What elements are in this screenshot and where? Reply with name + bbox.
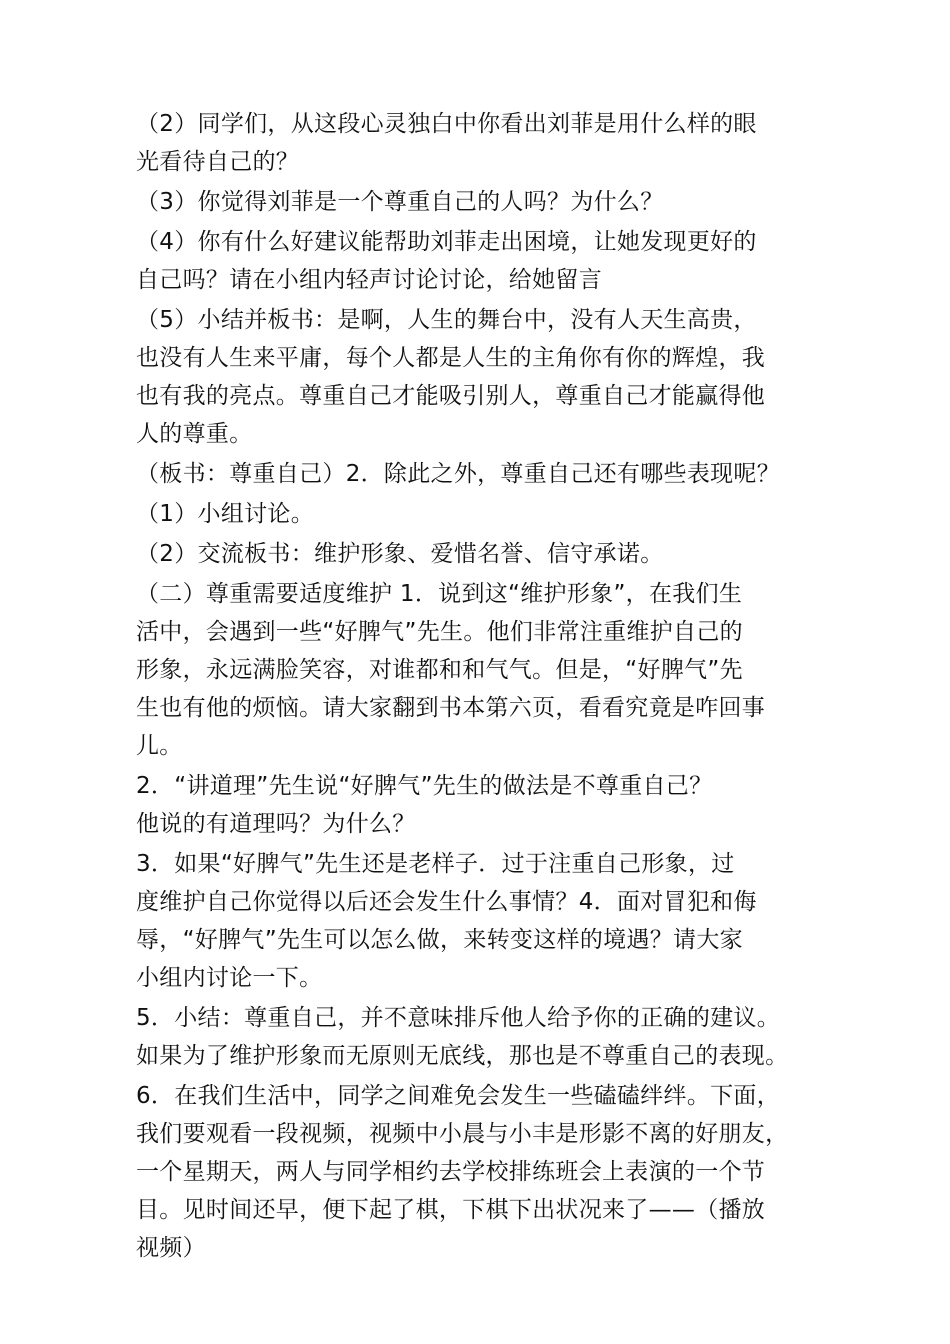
text-line: （二）尊重需要适度维护 1．说到这“维护形象”，在我们生 — [136, 581, 743, 607]
text-line: 辱，“好脾气”先生可以怎么做，来转变这样的境遇？请大家 — [136, 927, 743, 953]
paragraph-item-6 — [136, 1077, 856, 1267]
text-line: 也有我的亮点。尊重自己才能吸引别人，尊重自己才能赢得他 — [136, 383, 766, 409]
text-line: 2．“讲道理”先生说“好脾气”先生的做法是不尊重自己？ — [136, 773, 713, 799]
paragraph-section-2 — [136, 575, 856, 765]
text-line: 视频） — [136, 1235, 206, 1261]
text-line: 也没有人生来平庸，每个人都是人生的主角你有你的辉煌，我 — [136, 345, 766, 371]
paragraph-board-note — [136, 455, 856, 493]
paragraph-item-2 — [136, 767, 856, 843]
text-line: （4）你有什么好建议能帮助刘菲走出困境，让她发现更好的 — [136, 229, 757, 255]
paragraph-question-2 — [136, 105, 856, 181]
text-line: 5．小结：尊重自己，并不意味排斥他人给予你的正确的建议。 — [136, 1005, 781, 1031]
paragraph-board-summary — [136, 535, 856, 573]
text-line: （2）同学们，从这段心灵独白中你看出刘菲是用什么样的眼 — [136, 111, 757, 137]
text-line: （2）交流板书：维护形象、爱惜名誉、信守承诺。 — [136, 541, 664, 567]
paragraph-question-4 — [136, 223, 856, 299]
text-line: 形象，永远满脸笑容，对谁都和和气气。但是，“好脾气”先 — [136, 657, 743, 683]
text-line: 小组内讨论一下。 — [136, 965, 323, 991]
text-line: 人的尊重。 — [136, 421, 253, 447]
text-line: 我们要观看一段视频，视频中小晨与小丰是形影不离的好朋友， — [136, 1121, 789, 1147]
text-line: 儿。 — [136, 733, 183, 759]
text-line: 他说的有道理吗？为什么？ — [136, 811, 416, 837]
text-line: 活中，会遇到一些“好脾气”先生。他们非常注重维护自己的 — [136, 619, 743, 645]
text-line: 度维护自己你觉得以后还会发生什么事情？4．面对冒犯和侮 — [136, 889, 757, 915]
paragraph-item-3 — [136, 845, 856, 997]
text-line: 如果为了维护形象而无原则无底线，那也是不尊重自己的表现。 — [136, 1043, 789, 1069]
text-line: 一个星期天，两人与同学相约去学校排练班会上表演的一个节 — [136, 1159, 766, 1185]
paragraph-question-3 — [136, 183, 856, 221]
paragraph-group-discussion — [136, 495, 856, 533]
text-line: 6．在我们生活中，同学之间难免会发生一些磕磕绊绊。下面， — [136, 1083, 781, 1109]
text-line: （3）你觉得刘菲是一个尊重自己的人吗？为什么？ — [136, 189, 664, 215]
text-line: （板书：尊重自己）2．除此之外，尊重自己还有哪些表现呢？ — [136, 461, 781, 487]
text-line: （5）小结并板书：是啊，人生的舞台中，没有人天生高贵， — [136, 307, 757, 333]
document-body — [136, 105, 856, 1269]
text-line: 3．如果“好脾气”先生还是老样子．过于注重自己形象，过 — [136, 851, 735, 877]
text-line: 光看待自己的？ — [136, 149, 300, 175]
text-line: （1）小组讨论。 — [136, 501, 315, 527]
text-line: 生也有他的烦恼。请大家翻到书本第六页，看看究竟是咋回事 — [136, 695, 766, 721]
paragraph-item-5 — [136, 999, 856, 1075]
text-line: 自己吗？请在小组内轻声讨论讨论，给她留言 — [136, 267, 602, 293]
paragraph-summary-5 — [136, 301, 856, 453]
text-line: 目。见时间还早，便下起了棋，下棋下出状况来了——（播放 — [136, 1197, 766, 1223]
